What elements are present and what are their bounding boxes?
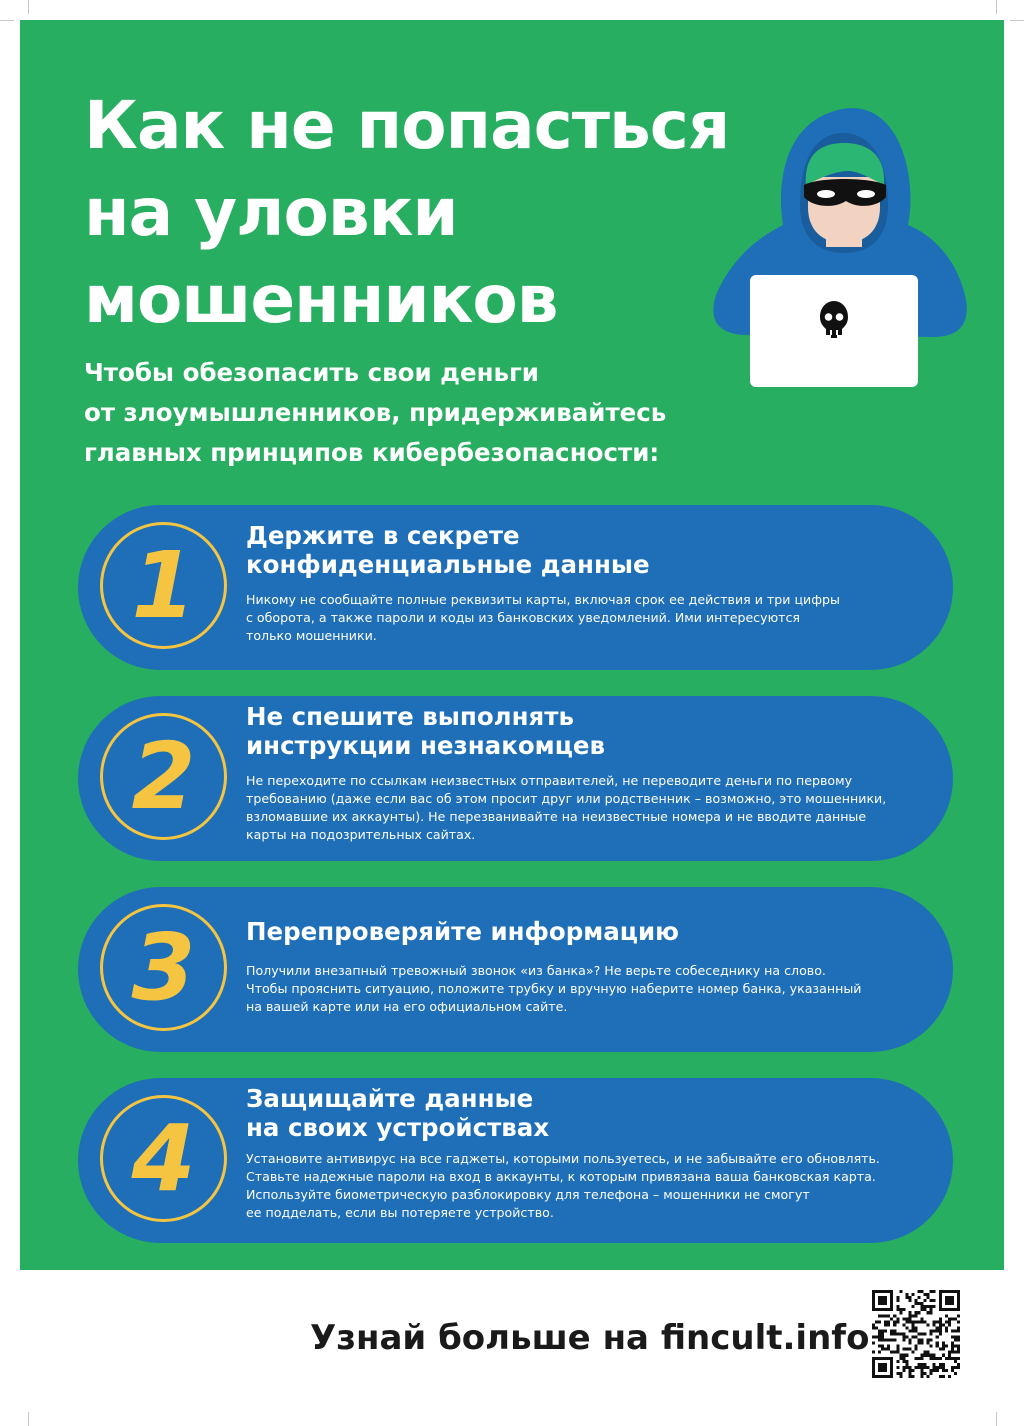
rule-body [246, 962, 936, 1016]
crop-mark-top-right [996, 0, 997, 14]
rule-title [246, 521, 936, 579]
rule-title-line: Защищайте данные [246, 1084, 534, 1113]
rule-body-line: Ставьте надежные пароли на вход в аккаунты, к которым привязана ваша банковская карта. [246, 1169, 876, 1184]
title-line: Как не попасться [84, 87, 730, 164]
rule-text-4 [246, 1078, 936, 1243]
rule-card-1 [78, 505, 953, 670]
footer-link-text[interactable]: Узнай больше на fincult.info [310, 1318, 870, 1358]
poster-green-panel [20, 20, 1004, 1270]
rule-title-line: на своих устройствах [246, 1113, 550, 1142]
rule-number: 4 [131, 1105, 196, 1212]
rule-body-line: Получили внезапный тревожный звонок «из банка»? Не верьте собеседнику на слово. [246, 963, 826, 978]
number-ring-4 [100, 1095, 227, 1222]
rule-text-1 [246, 505, 936, 670]
rule-title-line: конфиденциальные данные [246, 550, 650, 579]
rule-card-4 [78, 1078, 953, 1243]
crop-mark-bottom-left [28, 1412, 29, 1426]
qr-code-icon[interactable] [872, 1290, 960, 1378]
rule-text-3 [246, 887, 936, 1052]
crop-mark-left-top [0, 20, 14, 21]
rule-title-line: инструкции незнакомцев [246, 731, 605, 760]
rule-number: 2 [131, 723, 196, 830]
title-line: на уловки [84, 174, 458, 251]
rule-number: 3 [131, 914, 196, 1021]
subtitle-line: Чтобы обезопасить свои деньги [84, 358, 539, 387]
rule-title-line: Не спешите выполнять [246, 702, 574, 731]
rule-body-line: Не переходите по ссылкам неизвестных отправителей, не переводите деньги по первому [246, 773, 853, 788]
crop-mark-right-top [1010, 20, 1024, 21]
rule-body [246, 772, 936, 844]
number-ring-1 [100, 522, 227, 649]
rule-card-3 [78, 887, 953, 1052]
rule-body-line: требованию (даже если вас об этом просит друг или родственник – возможно, это мошенники, [246, 791, 887, 806]
rule-title-line: Перепроверяйте информацию [246, 917, 679, 946]
rule-body-line: Используйте биометрическую разблокировку для телефона – мошенники не смогут [246, 1187, 810, 1202]
rule-body-line: на вашей карте или на его официальном сайте. [246, 999, 568, 1014]
rule-body-line: Никому не сообщайте полные реквизиты карты, включая срок ее действия и три цифры [246, 592, 840, 607]
page-title [84, 82, 744, 343]
rule-number: 1 [131, 532, 196, 639]
rule-body-line: с оборота, а также пароли и коды из банковских уведомлений. Ими интересуются [246, 610, 801, 625]
subtitle-line: главных принципов кибербезопасности: [84, 438, 660, 467]
rule-body-line: Чтобы прояснить ситуацию, положите трубку и вручную наберите номер банка, указанный [246, 981, 862, 996]
number-ring-3 [100, 904, 227, 1031]
subtitle-line: от злоумышленников, придерживайтесь [84, 398, 667, 427]
rule-text-2 [246, 696, 936, 861]
rule-title [246, 702, 936, 760]
crop-mark-top-left [28, 0, 29, 14]
number-ring-2 [100, 713, 227, 840]
eye-right [857, 190, 875, 198]
rule-card-2 [78, 696, 953, 861]
rule-body-line: Установите антивирус на все гаджеты, которыми пользуетесь, и не забывайте его обновлять. [246, 1151, 880, 1166]
rule-title [246, 1084, 936, 1142]
rule-title [246, 917, 936, 946]
rule-body-line: ее подделать, если вы потеряете устройство. [246, 1205, 554, 1220]
rule-body-line: взломавшие их аккаунты). Не перезванивайте на неизвестные номера и не вводите данные [246, 809, 867, 824]
rule-body [246, 1150, 936, 1222]
title-line: мошенников [84, 261, 558, 338]
rule-body [246, 591, 936, 645]
subtitle [84, 353, 784, 473]
rule-title-line: Держите в секрете [246, 521, 520, 550]
eye-left [817, 190, 835, 198]
hacker-hooded-figure-icon [708, 85, 970, 395]
rule-body-line: только мошенники. [246, 628, 377, 643]
rule-body-line: карты на подозрительных сайтах. [246, 827, 476, 842]
crop-mark-bottom-right [996, 1412, 997, 1426]
